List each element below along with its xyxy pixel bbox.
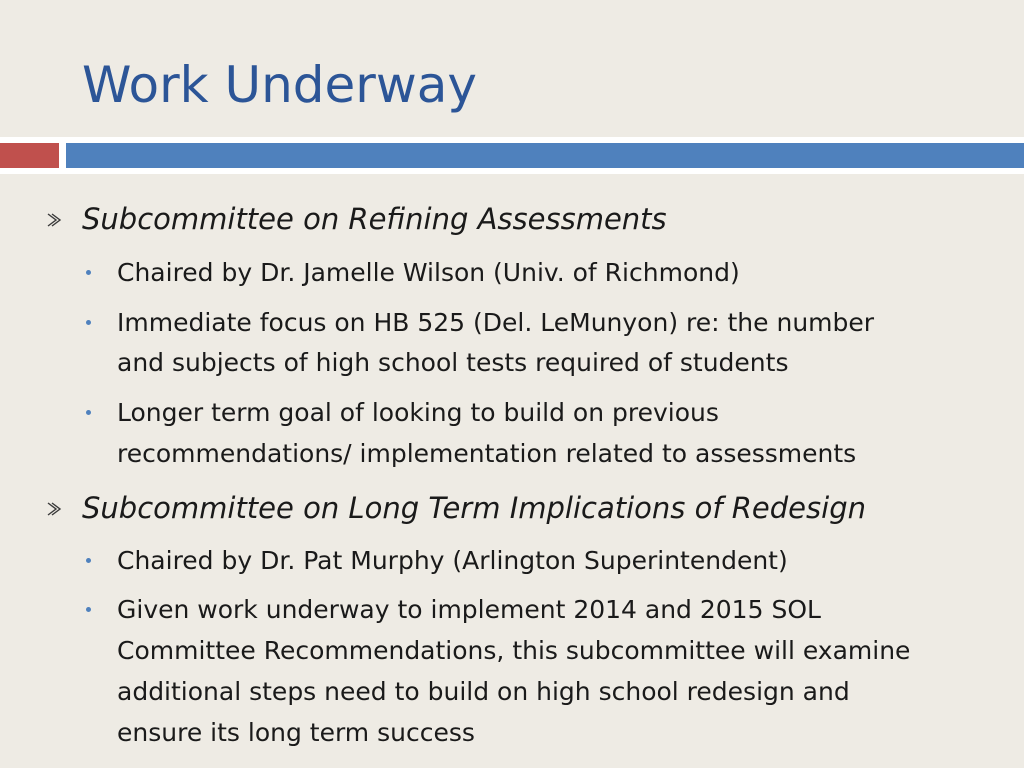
accent-bar-blue (66, 143, 1024, 168)
dot-bullet-icon (86, 558, 91, 563)
bullet-line: Longer term goal of looking to build on previous (117, 398, 719, 427)
bullet-line: ensure its long term success (117, 718, 475, 747)
bullet-line: Given work underway to implement 2014 and 2015 SOL (117, 595, 821, 624)
section-heading: Subcommittee on Refining Assessments (82, 202, 667, 236)
bullet-line: Immediate focus on HB 525 (Del. LeMunyon) re: the number (117, 308, 875, 337)
dot-bullet-icon (86, 607, 91, 612)
bullet-line: Chaired by Dr. Pat Murphy (Arlington Superintendent) (117, 546, 788, 575)
bullet-line: and subjects of high school tests required of students (117, 348, 789, 377)
dot-bullet-icon (86, 320, 91, 325)
bullet-line: additional steps need to build on high school redesign and (117, 677, 850, 706)
dot-bullet-icon (86, 270, 91, 275)
arrow-bullet-icon (44, 213, 64, 227)
bullet-line: recommendations/ implementation related to assessments (117, 439, 857, 468)
bullet-line: Chaired by Dr. Jamelle Wilson (Univ. of Richmond) (117, 258, 740, 287)
dot-bullet-icon (86, 410, 91, 415)
accent-bar-red (0, 143, 59, 168)
arrow-bullet-icon (44, 502, 64, 516)
slide-title: Work Underway (82, 56, 477, 114)
section-heading: Subcommittee on Long Term Implications of Redesign (82, 491, 866, 525)
bullet-line: Committee Recommendations, this subcommittee will examine (117, 636, 911, 665)
